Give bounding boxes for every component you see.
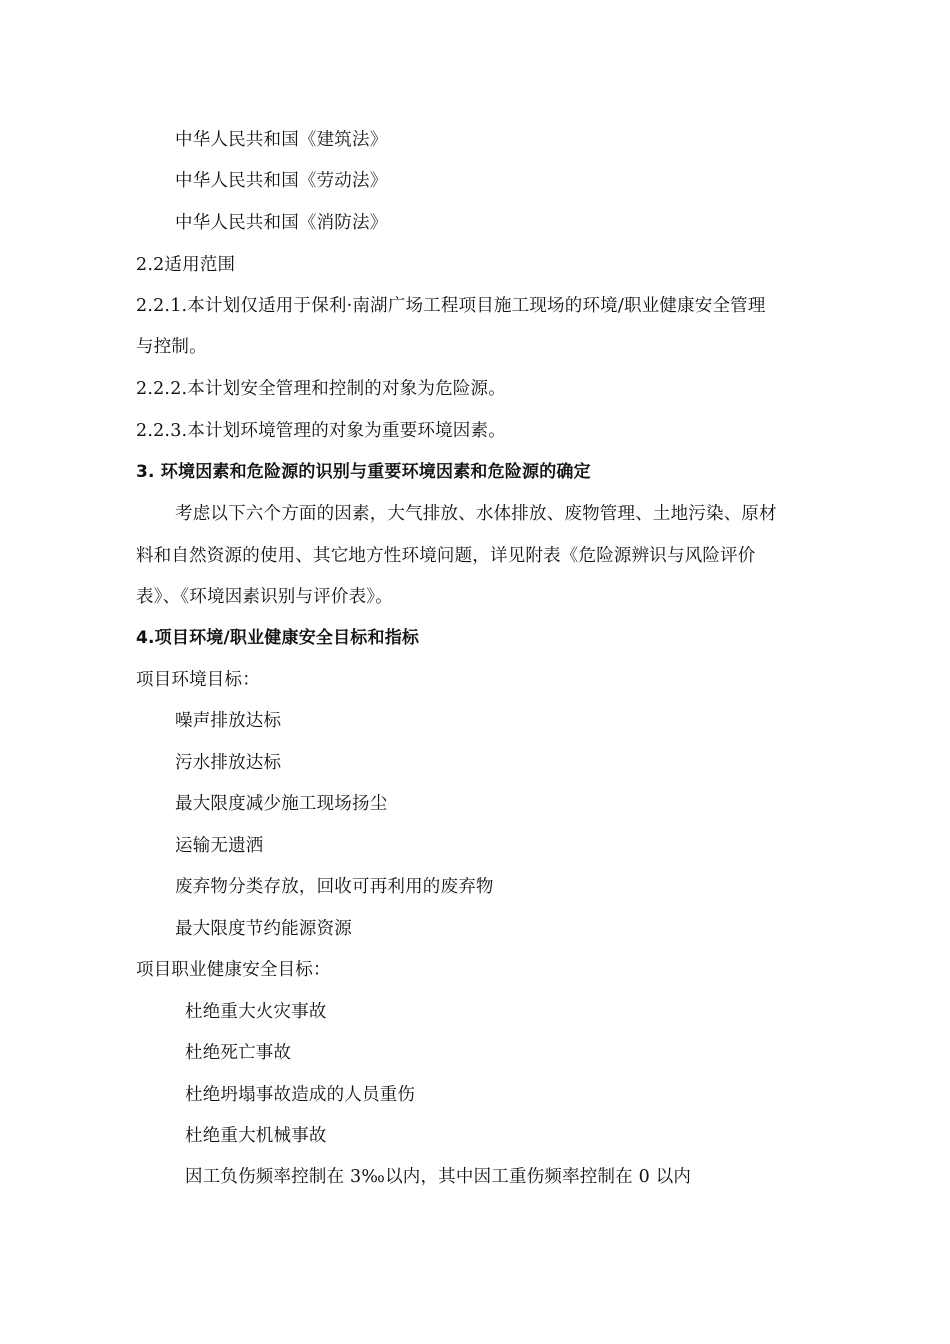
scope-title: 2.2适用范围 — [136, 255, 236, 275]
ohs-target-item: 因工负伤频率控制在 3‰以内，其中因工重伤频率控制在 0 以内 — [185, 1167, 692, 1187]
ohs-target-item: 杜绝死亡事故 — [185, 1043, 292, 1063]
ohs-target-item: 杜绝重大火灾事故 — [185, 1002, 327, 1022]
ohs-target-item: 杜绝重大机械事故 — [185, 1126, 327, 1146]
law-jianzhufa: 中华人民共和国《建筑法》 — [175, 130, 388, 150]
env-target-item: 运输无遗洒 — [175, 836, 264, 856]
scope-item-1-line-2: 与控制。 — [136, 337, 207, 357]
section-3-paragraph-line-1: 考虑以下六个方面的因素，大气排放、水体排放、废物管理、土地污染、原材 — [175, 504, 777, 524]
env-target-item: 废弃物分类存放，回收可再利用的废弃物 — [175, 877, 494, 897]
law-xiaofangfa: 中华人民共和国《消防法》 — [175, 213, 388, 233]
section-3-paragraph-line-3: 表》、《环境因素识别与评价表》。 — [136, 587, 393, 607]
env-target-item: 最大限度减少施工现场扬尘 — [175, 794, 388, 814]
section-3-heading: 3. 环境因素和危险源的识别与重要环境因素和危险源的确定 — [136, 462, 591, 482]
section-3-paragraph-line-2: 料和自然资源的使用、其它地方性环境问题，详见附表《危险源辨识与风险评价 — [136, 546, 756, 566]
law-laodongfa: 中华人民共和国《劳动法》 — [175, 171, 388, 191]
section-4-heading: 4.项目环境/职业健康安全目标和指标 — [136, 628, 420, 648]
scope-item-3: 2.2.3.本计划环境管理的对象为重要环境因素。 — [136, 421, 506, 441]
scope-item-2: 2.2.2.本计划安全管理和控制的对象为危险源。 — [136, 379, 506, 399]
ohs-target-item: 杜绝坍塌事故造成的人员重伤 — [185, 1085, 416, 1105]
env-targets-label: 项目环境目标： — [136, 670, 260, 690]
env-target-item: 噪声排放达标 — [175, 711, 282, 731]
scope-item-1-line-1: 2.2.1.本计划仅适用于保利·南湖广场工程项目施工现场的环境/职业健康安全管理 — [136, 296, 766, 316]
env-target-item: 污水排放达标 — [175, 753, 282, 773]
env-target-item: 最大限度节约能源资源 — [175, 919, 352, 939]
ohs-targets-label: 项目职业健康安全目标： — [136, 960, 331, 980]
